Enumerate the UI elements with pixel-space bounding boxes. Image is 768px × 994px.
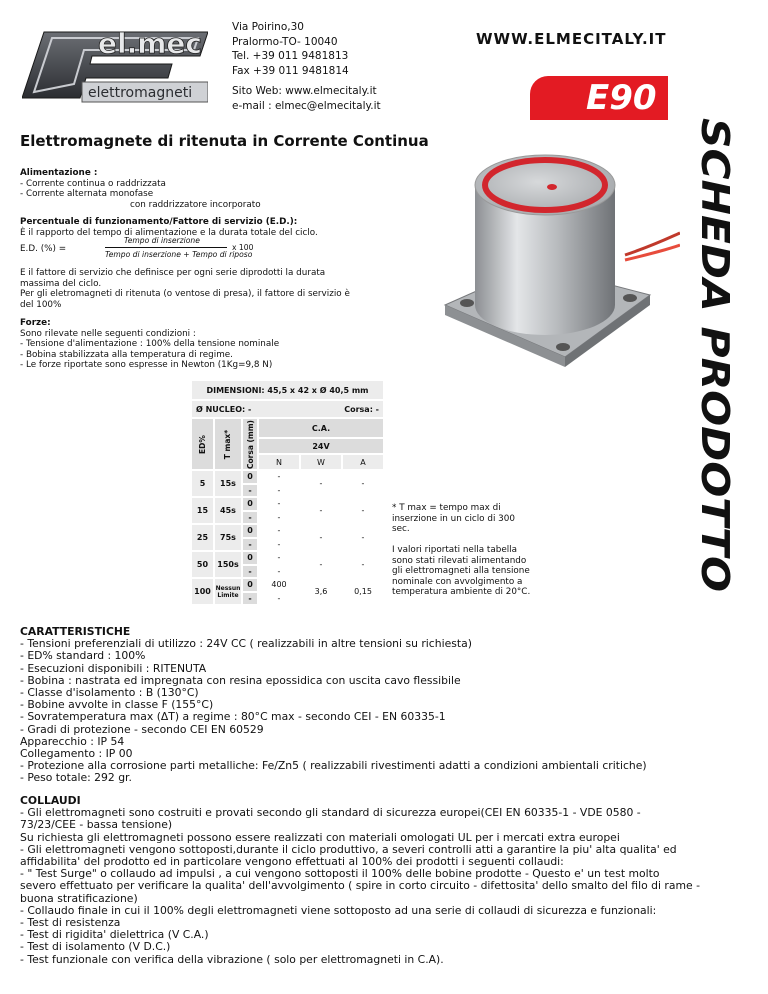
row-tmax: 45s bbox=[214, 497, 242, 524]
caratteristiche-line: - Bobina : nastrata ed impregnata con resina epossidica con uscita cavo flessibile bbox=[20, 673, 461, 687]
caratteristiche-heading: CARATTERISTICHE bbox=[20, 625, 131, 638]
caratteristiche-line: - Gradi di protezione - secondo CEI EN 60529 bbox=[20, 722, 264, 736]
collaudi-line: Su richiesta gli elettromagneti possono essere realizzati con materiali omologati UL per i mercati extra europei bbox=[20, 830, 620, 844]
collaudi-line: - Test di resistenza bbox=[20, 916, 121, 930]
row-force: - bbox=[258, 470, 300, 484]
caratteristiche-line: - Esecuzioni disponibili : RITENUTA bbox=[20, 661, 207, 675]
row-corsa: 0 bbox=[242, 578, 258, 592]
row-ed: 25 bbox=[191, 524, 214, 551]
col-ed-header bbox=[191, 418, 214, 470]
row-force: - bbox=[258, 565, 300, 579]
row-power: - bbox=[300, 497, 342, 524]
vertical-banner-text: SCHEDA PRODOTTO bbox=[693, 118, 737, 544]
caratteristiche-line: - Protezione alla corrosione parti metalliche: Fe/Zn5 ( realizzabili rivestimenti adatti a condizioni ambientali critiche) bbox=[20, 759, 647, 773]
page-title: Elettromagnete di ritenuta in Corrente Continua bbox=[20, 132, 429, 150]
collaudi-line: - Test di rigidita' dielettrica (V C.A.) bbox=[20, 928, 209, 942]
row-power: - bbox=[300, 524, 342, 551]
servizio-para-line: E il fattore di servizio che definisce per ogni serie diprodotti la durata bbox=[20, 268, 326, 278]
company-contacts bbox=[232, 84, 381, 113]
sub-n-header: N bbox=[258, 454, 300, 470]
address-line: Via Poirino,30 bbox=[232, 21, 304, 33]
tmax-note-line: inserzione in un ciclo di 300 bbox=[392, 513, 515, 524]
row-corsa: - bbox=[242, 511, 258, 525]
row-corsa: - bbox=[242, 538, 258, 552]
collaudi-line: 73/23/CEE - bassa tensione) bbox=[20, 818, 173, 832]
caratteristiche-line: Collegamento : IP 00 bbox=[20, 747, 133, 761]
forze-line: - Le forze riportate sono espresse in Newton (1Kg=9,8 N) bbox=[20, 360, 273, 370]
row-ed: 50 bbox=[191, 551, 214, 578]
row-tmax: Nessun Limite bbox=[214, 578, 242, 605]
collaudi-line: - Gli elettromagneti vengono sottoposti,durante il ciclo produttivo, a severi controlli atti a garantire la piu' alta qualita' ed bbox=[20, 842, 677, 856]
row-corsa: 0 bbox=[242, 470, 258, 484]
svg-text:el.mec: el.mec bbox=[98, 27, 202, 60]
col-tmax-header-text: T max* bbox=[223, 429, 233, 459]
collaudi-line: - Collaudo finale in cui il 100% degli elettromagneti viene sottoposto ad una serie di collaudi di sicurezza e funzionali: bbox=[20, 903, 657, 917]
values-note-line: gli elettromagneti alla tensione bbox=[392, 566, 530, 576]
caratteristiche-line: - Classe d'isolamento : B (130°C) bbox=[20, 686, 199, 700]
caratteristiche-line: Apparecchio : IP 54 bbox=[20, 734, 125, 748]
row-ed: 15 bbox=[191, 497, 214, 524]
formula-denominator: Tempo di inserzione + Tempo di riposo bbox=[105, 250, 253, 259]
servizio-para-line: del 100% bbox=[20, 299, 62, 310]
values-note-line: sono stati rilevati alimentando bbox=[392, 555, 527, 566]
phone-line: Tel. +39 011 9481813 bbox=[232, 50, 349, 62]
formula-fraction-line bbox=[105, 247, 227, 248]
caratteristiche-section bbox=[20, 626, 750, 785]
collaudi-line: buona stratificazione) bbox=[20, 891, 138, 905]
forze-section bbox=[20, 318, 279, 371]
ca-header: C.A. bbox=[258, 418, 384, 438]
email-line[interactable]: e-mail : elmec@elmecitaly.it bbox=[232, 99, 381, 112]
collaudi-line: affidabilita' del prodotto ed in particolare vengono effettuati al 100% dei prodotti i seguenti collaudi: bbox=[20, 855, 564, 869]
values-note-line: nominale con avvolgimento a bbox=[392, 576, 523, 587]
forze-line: - Tensione d'alimentazione : 100% della tensione nominale bbox=[20, 339, 280, 349]
col-tmax-header bbox=[214, 418, 242, 470]
tmax-note bbox=[392, 503, 532, 535]
alimentazione-line: - Corrente continua o raddrizzata bbox=[20, 178, 166, 189]
row-force: - bbox=[258, 592, 300, 606]
collaudi-line: - Test di isolamento (V D.C.) bbox=[20, 940, 171, 954]
row-power: - bbox=[300, 551, 342, 578]
col-corsa-header bbox=[242, 418, 258, 470]
servizio-para-line: Per gli eletromagneti di ritenuta (o ventose di presa), il fattore di servizio è bbox=[20, 289, 350, 299]
company-address bbox=[232, 20, 349, 78]
row-ed: 5 bbox=[191, 470, 214, 497]
row-corsa: 0 bbox=[242, 524, 258, 538]
formula-numerator: Tempo di inserzione bbox=[124, 236, 200, 245]
row-tmax: 15s bbox=[214, 470, 242, 497]
tmax-note-line: sec. bbox=[392, 524, 410, 534]
row-corsa: 0 bbox=[242, 551, 258, 565]
row-power: 3,6 bbox=[300, 578, 342, 605]
row-current: 0,15 bbox=[342, 578, 384, 605]
collaudi-line: severo effettuato per verificare la qualita' dell'avvolgimento ( spire in corto circuito - difettosita' dello smalto del filo di rame - bbox=[20, 879, 700, 893]
row-tmax: 150s bbox=[214, 551, 242, 578]
row-force: - bbox=[258, 551, 300, 565]
row-corsa: - bbox=[242, 565, 258, 579]
values-note-line: temperatura ambiente di 20°C. bbox=[392, 587, 531, 597]
alimentazione-line: con raddrizzatore incorporato bbox=[130, 199, 261, 210]
address-line: Pralormo-TO- 10040 bbox=[232, 35, 338, 48]
collaudi-line: - Test funzionale con verifica della vibrazione ( solo per elettromagneti in C.A). bbox=[20, 952, 444, 966]
row-current: - bbox=[342, 524, 384, 551]
alimentazione-line: - Corrente alternata monofase bbox=[20, 189, 154, 199]
fax-line: Fax +39 011 9481814 bbox=[232, 64, 349, 77]
row-current: - bbox=[342, 497, 384, 524]
forze-line: - Bobina stabilizzata alla temperatura di regime. bbox=[20, 349, 233, 360]
row-ed: 100 bbox=[191, 578, 214, 605]
servizio-desc: È il rapporto del tempo di alimentazione e la durata totale del ciclo. bbox=[20, 227, 318, 238]
row-force: - bbox=[258, 524, 300, 538]
product-photo bbox=[425, 135, 680, 380]
caratteristiche-line: - ED% standard : 100% bbox=[20, 649, 146, 663]
elmec-logo bbox=[22, 22, 208, 108]
row-current: - bbox=[342, 551, 384, 578]
col-corsa-header-text: Corsa (mm) bbox=[245, 419, 255, 469]
servizio-paragraph bbox=[20, 268, 400, 310]
row-tmax: 75s bbox=[214, 524, 242, 551]
servizio-para-line: massima del ciclo. bbox=[20, 278, 102, 289]
col-ed-header-text: ED% bbox=[198, 434, 207, 454]
row-force: - bbox=[258, 511, 300, 525]
values-note-line: I valori riportati nella tabella bbox=[392, 545, 518, 555]
row-force: 400 bbox=[258, 578, 300, 592]
row-power: - bbox=[300, 470, 342, 497]
row-force: - bbox=[258, 484, 300, 498]
vertical-banner bbox=[680, 116, 750, 596]
collaudi-section bbox=[20, 795, 750, 966]
forze-line: Sono rilevate nelle seguenti condizioni : bbox=[20, 328, 196, 339]
collaudi-line: - " Test Surge" o collaudo ad impulsi , a cui vengono sottoposti il 100% delle bobine prodotte - Questo e' un test molto bbox=[20, 867, 660, 881]
nucleo-header bbox=[191, 400, 384, 418]
caratteristiche-line: - Sovratemperatura max (ΔT) a regime : 80°C max - secondo CEI - EN 60335-1 bbox=[20, 710, 446, 724]
collaudi-line: - Gli elettromagneti sono costruiti e provati secondo gli standard di sicurezza europei(CEI EN 60335-1 - VDE 0580 - bbox=[20, 806, 641, 820]
svg-text:elettromagneti: elettromagneti bbox=[88, 85, 193, 101]
corsa-label: Corsa: - bbox=[344, 404, 379, 414]
caratteristiche-line: - Bobine avvolte in classe F (155°C) bbox=[20, 698, 214, 712]
row-corsa: 0 bbox=[242, 497, 258, 511]
servizio-section bbox=[20, 217, 318, 238]
alimentazione-section bbox=[20, 168, 261, 210]
formula-multiplier: x 100 bbox=[232, 243, 254, 252]
row-corsa: - bbox=[242, 592, 258, 606]
tmax-note-line: * T max = tempo max di bbox=[392, 503, 501, 513]
dimensions-header: DIMENSIONI: 45,5 x 42 x Ø 40,5 mm bbox=[191, 380, 384, 400]
caratteristiche-line: - Tensioni preferenziali di utilizzo : 24V CC ( realizzabili in altre tensioni su richiesta) bbox=[20, 637, 472, 651]
nucleo-label: Ø NUCLEO: - bbox=[196, 404, 252, 414]
row-force: - bbox=[258, 538, 300, 552]
formula-label: E.D. (%) = bbox=[20, 244, 67, 254]
servizio-heading: Percentuale di funzionamento/Fattore di servizio (E.D.): bbox=[20, 217, 298, 227]
row-force: - bbox=[258, 497, 300, 511]
alimentazione-heading: Alimentazione : bbox=[20, 168, 98, 178]
product-code: E90 bbox=[586, 78, 657, 118]
website-url[interactable]: WWW.ELMECITALY.IT bbox=[476, 30, 667, 48]
voltage-header: 24V bbox=[258, 438, 384, 454]
website-line[interactable]: Sito Web: www.elmecitaly.it bbox=[232, 85, 377, 97]
sub-a-header: A bbox=[342, 454, 384, 470]
specs-table bbox=[191, 380, 384, 605]
caratteristiche-line: - Peso totale: 292 gr. bbox=[20, 771, 132, 785]
row-current: - bbox=[342, 470, 384, 497]
values-note bbox=[392, 545, 532, 598]
sub-w-header: W bbox=[300, 454, 342, 470]
row-corsa: - bbox=[242, 484, 258, 498]
collaudi-heading: COLLAUDI bbox=[20, 794, 81, 807]
forze-heading: Forze: bbox=[20, 318, 51, 328]
